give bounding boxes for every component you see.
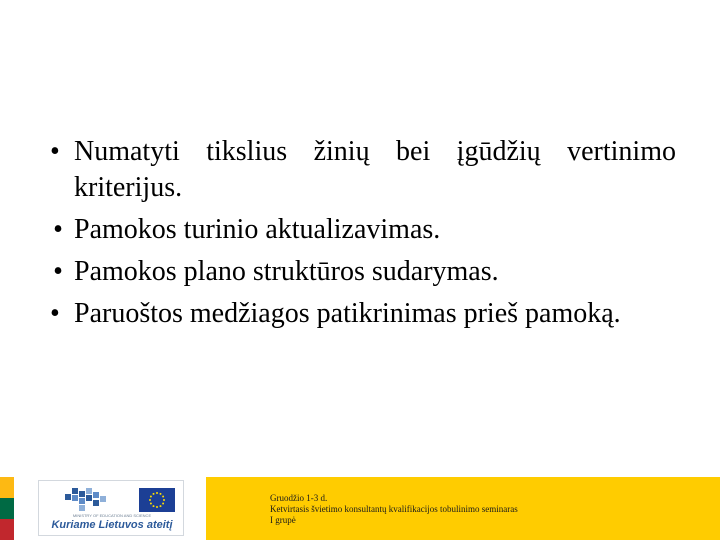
bullet-dot: • — [53, 214, 63, 245]
bullet-dot: • — [50, 136, 60, 167]
logo-small-text: MINISTRY OF EDUCATION AND SCIENCE — [72, 513, 152, 518]
bullet-item — [44, 296, 676, 332]
bullet-text: Pamokos plano struktūros sudarymas. — [74, 256, 499, 287]
footer-seminar-title: Ketvirtasis švietimo konsultantų kvalifikacijos tobulinimo seminaras — [270, 504, 518, 514]
bullet-item — [44, 212, 676, 248]
ministry-mosaic-icon — [65, 488, 105, 512]
bullet-text: Paruoštos medžiagos patikrinimas prieš pamoką. — [74, 298, 621, 329]
bullet-text: Pamokos turinio aktualizavimas. — [74, 214, 441, 245]
footer-group: I grupė — [270, 515, 296, 525]
slide-body — [44, 134, 676, 338]
bullet-dot: • — [50, 298, 60, 329]
flag-yellow-stripe — [0, 477, 14, 498]
flag-green-stripe — [0, 498, 14, 519]
eu-flag-icon — [139, 488, 175, 512]
footer-date: Gruodžio 1-3 d. — [270, 493, 328, 503]
sponsor-logo — [38, 480, 184, 536]
bullet-item — [44, 254, 676, 290]
bullet-text: Numatyti tikslius žinių bei įgūdžių vertinimo kriterijus. — [74, 136, 676, 203]
logo-tagline: Kuriame Lietuvos ateitį — [51, 519, 173, 531]
bullet-item — [44, 134, 676, 206]
flag-red-stripe — [0, 519, 14, 540]
footer-text — [270, 493, 670, 526]
lithuanian-flag-icon — [0, 477, 14, 540]
bullet-dot: • — [53, 256, 63, 287]
